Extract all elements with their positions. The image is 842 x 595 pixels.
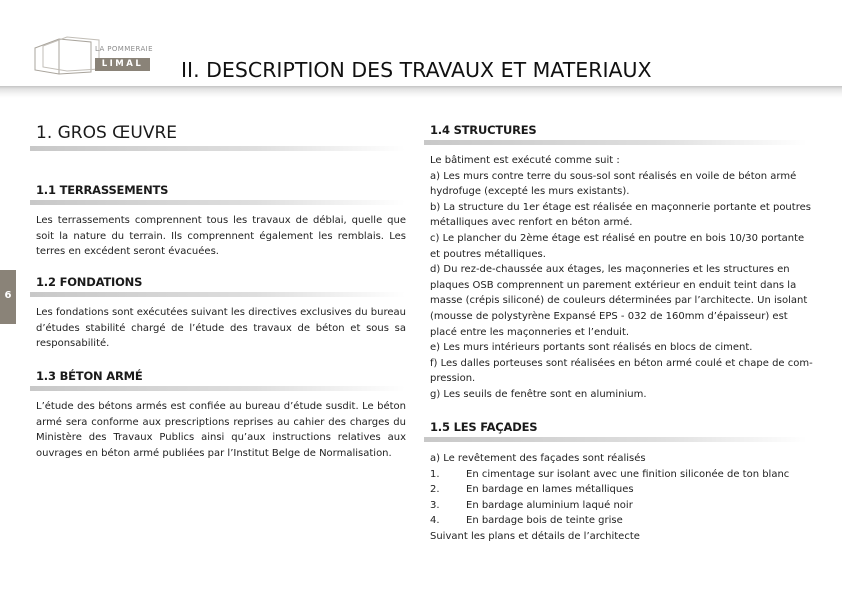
list-text: En cimentage sur isolant avec une finition siliconée de ton blanc: [466, 468, 790, 480]
text-line: d) Du rez-de-chaussée aux étages, les maçonneries et les structures en: [430, 264, 790, 276]
list-text: En bardage aluminium laqué noir: [466, 499, 633, 511]
list-text: En bardage en lames métalliques: [466, 484, 634, 496]
heading-divider: [30, 200, 405, 205]
list-number: 2.: [430, 484, 440, 496]
text-line: placé entre les maçonneries et l’enduit.: [430, 326, 630, 338]
heading-divider: [30, 386, 405, 391]
brand-name: LIMAL: [95, 58, 150, 71]
list-item: [430, 513, 807, 529]
paragraph-text: Les fondations sont exécutées suivant les directives exclusives du bureau d’études stabilité chargé de l’étude des travaux de béton et sous sa responsabilité.: [36, 307, 406, 349]
heading-divider: [30, 292, 405, 297]
heading-beton-arme: 1.3 BÉTON ARMÉ: [36, 369, 143, 383]
paragraph-fondations: [36, 305, 406, 352]
structures-text: [430, 153, 813, 403]
heading-terrassements: 1.1 TERRASSEMENTS: [36, 183, 169, 197]
paragraph-terrassements: [36, 213, 406, 260]
text-line: c) Le plancher du 2ème étage est réalisé en poutre en bois 10/30 portante: [430, 232, 805, 244]
heading-divider: [424, 140, 807, 145]
text-line: et poutres métalliques.: [430, 248, 546, 260]
text-line: f) Les dalles porteuses sont réalisées en béton armé coulé et chape de com-: [430, 357, 813, 369]
text-line: Le bâtiment est exécuté comme suit :: [430, 155, 620, 166]
page-title: II. DESCRIPTION DES TRAVAUX ET MATERIAUX: [181, 58, 652, 82]
text-line: hydrofuge (excepté les murs existants).: [430, 186, 630, 198]
text-line: e) Les murs intérieurs portants sont réalisés en blocs de ciment.: [430, 342, 753, 354]
text-line: pression.: [430, 373, 476, 385]
list-outro: Suivant les plans et détails de l’architecte: [430, 530, 640, 542]
list-item: [430, 498, 807, 514]
header-divider: [0, 86, 842, 98]
page-number: 6: [4, 290, 12, 301]
text-line: plaques OSB comprennent un parement extérieur en enduit teint dans la: [430, 279, 797, 291]
list-item: [430, 467, 807, 483]
list-text: En bardage bois de teinte grise: [466, 515, 623, 527]
paragraph-beton-arme: [36, 399, 406, 461]
text-line: b) La structure du 1er étage est réalisée en maçonnerie portante et poutres: [430, 201, 811, 213]
list-number: 1.: [430, 468, 440, 480]
text-line: a) Les murs contre terre du sous-sol sont réalisés en voile de béton armé: [430, 170, 797, 182]
facades-list: [430, 451, 807, 545]
brand-tagline: LA POMMERAIE: [95, 45, 153, 53]
text-line: (mousse de polystyrène Expansé EPS - 032 de 160mm d’épaisseur) est: [430, 310, 788, 322]
text-line: métalliques avec renfort en béton armé.: [430, 217, 633, 229]
paragraph-text: L’étude des bétons armés est confiée au bureau d’étude susdit. Le béton armé sera conforme aux prescriptions reprises au cahier des charges du Ministère des Travaux Publics ainsi qu’aux instructions relatives aux ouvrages en béton armé publiées par l’Institut Belge de Normalisation.: [36, 401, 406, 459]
section-title: 1. GROS ŒUVRE: [36, 123, 177, 143]
heading-divider: [424, 437, 807, 442]
heading-fondations: 1.2 FONDATIONS: [36, 275, 143, 289]
logo: [33, 36, 153, 76]
heading-facades: 1.5 LES FAÇADES: [430, 420, 538, 434]
paragraph-text: Les terrassements comprennent tous les travaux de déblai, quelle que soit la nature du terrain. Ils comprennent également les remblais. Les terres en excédent seront évacuées.: [36, 215, 406, 257]
section-divider: [30, 146, 405, 151]
heading-structures: 1.4 STRUCTURES: [430, 123, 537, 137]
list-number: 4.: [430, 515, 440, 527]
list-number: 3.: [430, 499, 440, 511]
text-line: g) Les seuils de fenêtre sont en aluminium.: [430, 388, 647, 400]
logo-house-icon: [33, 36, 103, 76]
list-item: [430, 482, 807, 498]
list-intro: a) Le revêtement des façades sont réalisés: [430, 453, 646, 464]
text-line: masse (crépis siliconé) de couleurs déterminées par l’architecte. Un isolant: [430, 295, 808, 307]
